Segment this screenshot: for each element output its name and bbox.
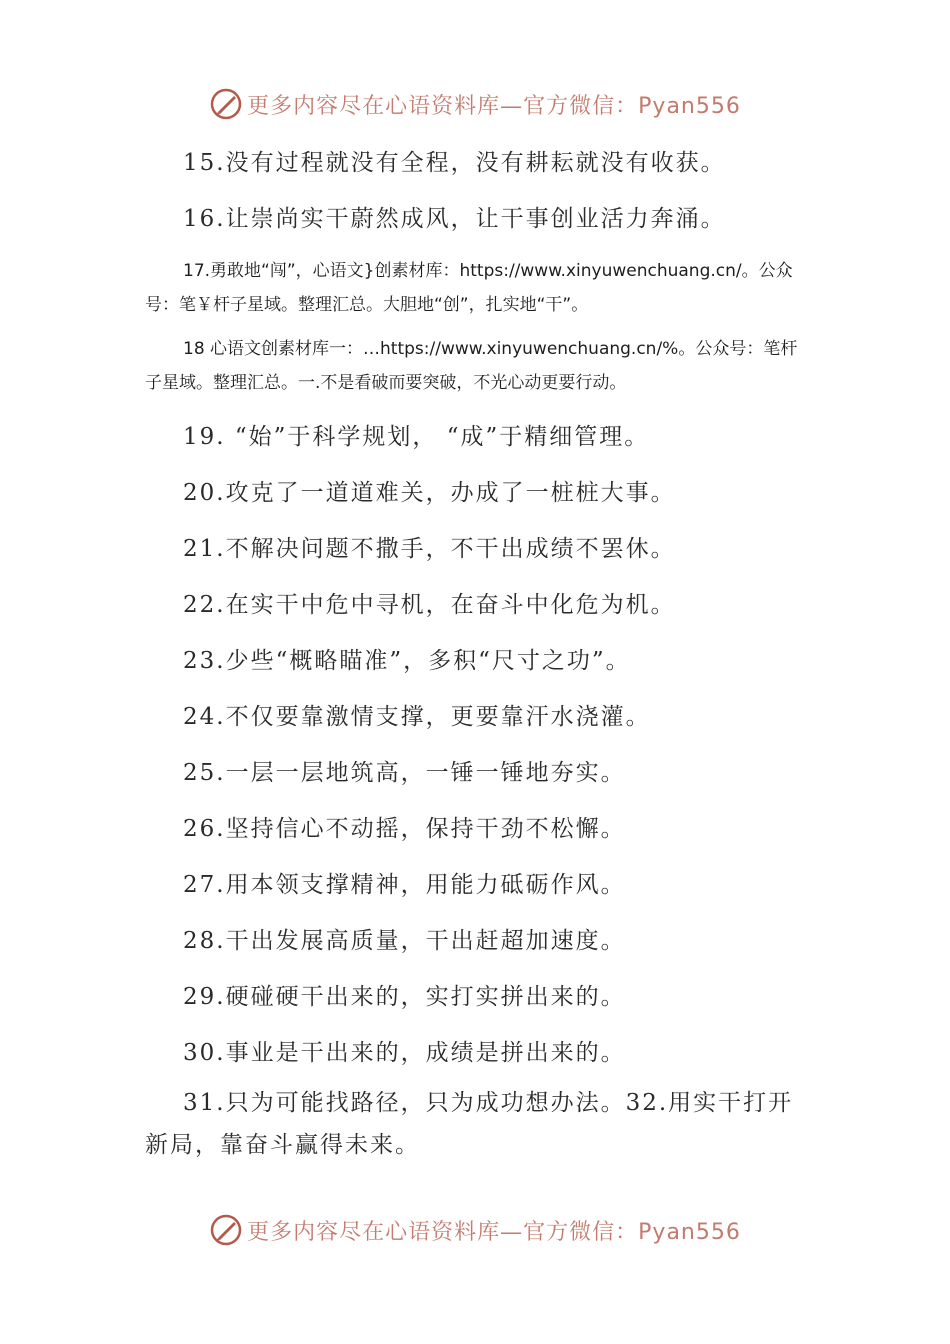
list-item: 18 心语文创素材库一：…https://www.xinyuwenchuang.cn/%。公众号：笔杆子星域。整理汇总。一.不是看破而要突破，不光心动更要行动。 [145,339,798,393]
list-item: 20.攻克了一道道难关，办成了一桩桩大事。 [183,480,676,506]
list-item: 17.勇敢地“闯”，心语文}创素材库：https://www.xinyuwenchuang.cn/。公众号：笔￥杆子星域。整理汇总。大胆地“创”，扎实地“干”。 [145,261,793,315]
banner-text [247,1215,741,1246]
banner-wechat-id: Pyan556 [638,93,741,119]
pen-logo-icon [209,87,243,121]
list-item: 24.不仅要靠激情支撑，更要靠汗水浇灌。 [183,704,651,730]
list-item: 21.不解决问题不撒手，不干出成绩不罢休。 [183,536,676,562]
list-item: 29.硬碰硬干出来的，实打实拼出来的。 [183,984,626,1010]
banner-wechat-id: Pyan556 [638,1219,741,1245]
list-item: 27.用本领支撑精神，用能力砥砺作风。 [183,872,626,898]
list-item: 19. “始”于科学规划， “成”于精细管理。 [183,424,650,450]
list-item: 25.一层一层地筑高，一锤一锤地夯实。 [183,760,626,786]
list-item: 15.没有过程就没有全程，没有耕耘就没有收获。 [183,150,726,176]
list-item: 28.干出发展高质量，干出赶超加速度。 [183,928,626,954]
footer-banner [0,1210,950,1250]
banner-label: 更多内容尽在心语资料库—官方微信： [247,93,639,119]
banner-text [247,89,741,120]
list-item: 22.在实干中危中寻机，在奋斗中化危为机。 [183,592,676,618]
pen-logo-icon [209,1213,243,1247]
list-item: 30.事业是干出来的，成绩是拼出来的。 [183,1040,626,1066]
header-banner [0,84,950,124]
list-item: 23.少些“概略瞄准”，多积“尺寸之功”。 [183,648,631,674]
banner-label: 更多内容尽在心语资料库—官方微信： [247,1219,639,1245]
list-item: 31.只为可能找路径，只为成功想办法。32.用实干打开新局，靠奋斗赢得未来。 [145,1090,794,1158]
list-item: 16.让崇尚实干蔚然成风，让干事创业活力奔涌。 [183,206,726,232]
list-item: 26.坚持信心不动摇，保持干劲不松懈。 [183,816,626,842]
